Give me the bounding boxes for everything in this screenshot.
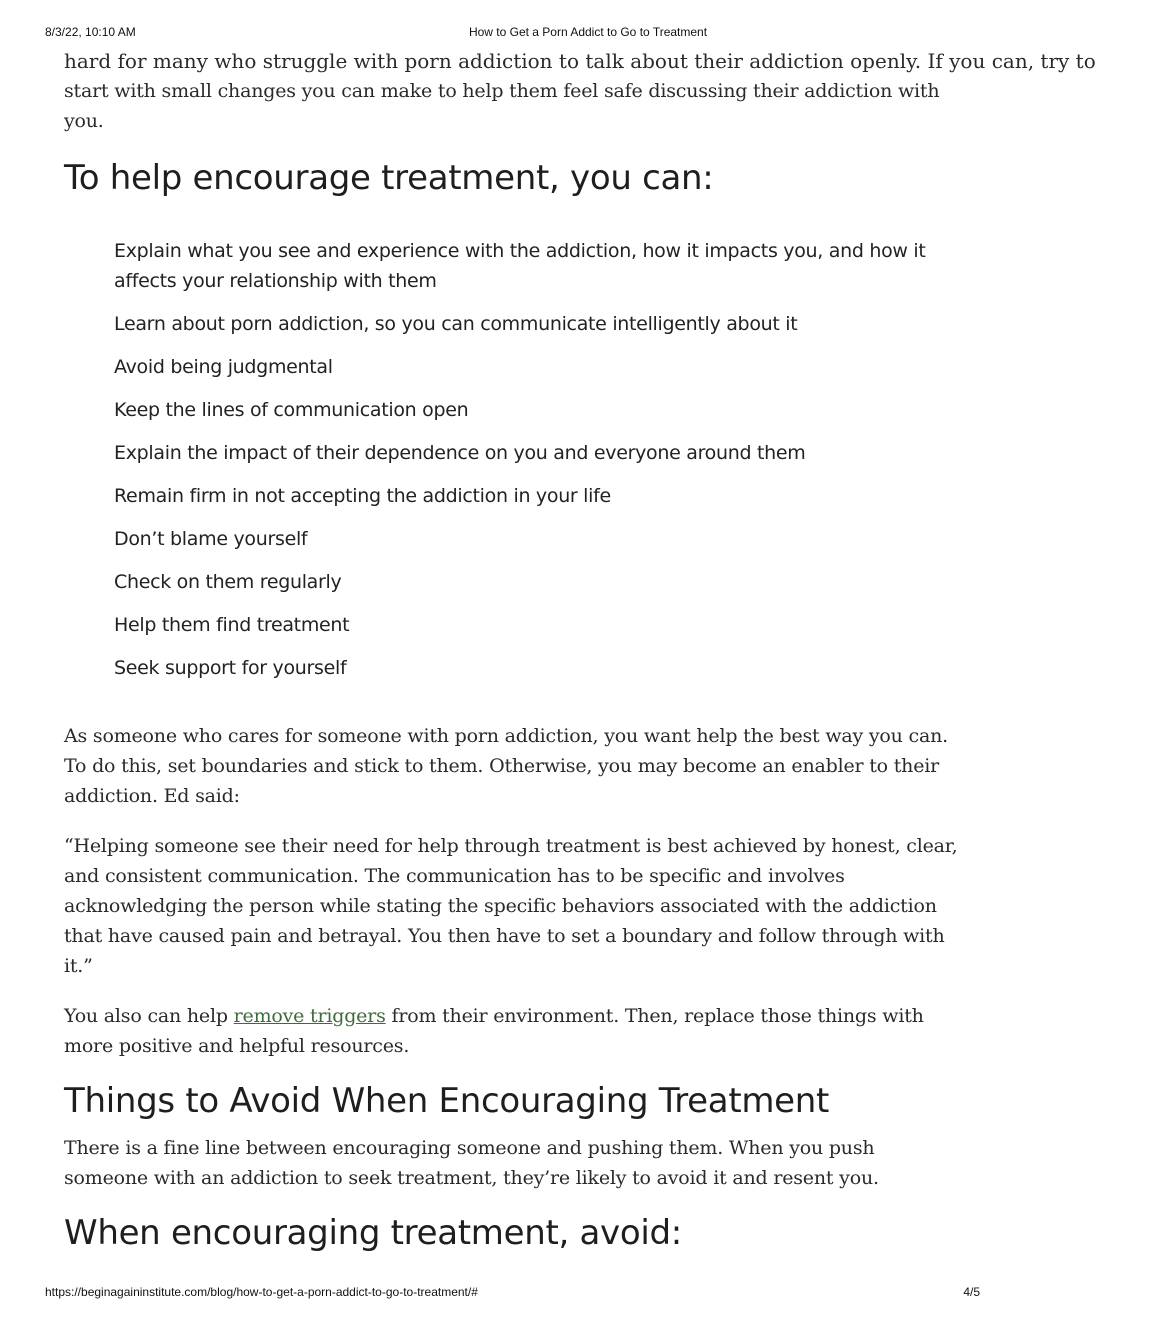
list-item: Check on them regularly <box>114 571 342 593</box>
article-content <box>64 49 1096 1255</box>
section-heading-when-encouraging: When encouraging treatment, avoid: <box>64 1213 682 1253</box>
triggers-paragraph <box>64 1001 964 1061</box>
list-item: Explain the impact of their dependence on you and everyone around them <box>114 442 806 464</box>
list-item: Explain what you see and experience with the addiction, how it impacts you, and how it affects your relationship with them <box>114 240 926 292</box>
print-url: https://beginagaininstitute.com/blog/how-to-get-a-porn-addict-to-go-to-treatment/# <box>45 1285 478 1299</box>
print-datetime: 8/3/22, 10:10 AM <box>45 25 136 39</box>
clipped-line-text: hard for many who struggle with porn addiction to talk about their addiction openly. If you can, try to <box>64 49 1096 73</box>
ed-quote: “Helping someone see their need for help through treatment is best achieved by honest, clear, and consistent communication. The communication has to be specific and involves acknowledging the person while stating the specific behaviors associated with the addiction that have caused pain and betrayal. You then have to set a boundary and follow through with it.” <box>64 835 958 977</box>
print-page-title: How to Get a Porn Addict to Go to Treatment <box>468 25 708 39</box>
print-footer <box>0 1285 1024 1301</box>
boundaries-paragraph: As someone who cares for someone with porn addiction, you want help the best way you can. To do this, set boundaries and stick to them. Otherwise, you may become an enabler to their addiction. Ed said: <box>64 725 948 807</box>
intro-paragraph-tail: start with small changes you can make to help them feel safe discussing their addiction with you. <box>64 80 940 132</box>
encourage-list <box>64 236 964 683</box>
clipped-text-line <box>64 49 1096 76</box>
list-item: Remain firm in not accepting the addiction in your life <box>114 485 611 507</box>
remove-triggers-link[interactable]: remove triggers <box>233 1005 386 1027</box>
list-item: Learn about porn addiction, so you can communicate intelligently about it <box>114 313 798 335</box>
list-item: Don’t blame yourself <box>114 528 308 550</box>
list-item: Avoid being judgmental <box>114 356 333 378</box>
triggers-text-after: from their environment. Then, replace those things with more positive and helpful resources. <box>64 1005 924 1057</box>
section-heading-encourage: To help encourage treatment, you can: <box>64 158 714 198</box>
print-header <box>0 25 1024 41</box>
print-page-number: 4/5 <box>963 1285 980 1299</box>
list-item: Keep the lines of communication open <box>114 399 469 421</box>
list-item: Seek support for yourself <box>114 657 347 679</box>
avoid-intro-paragraph: There is a fine line between encouraging someone and pushing them. When you push someone with an addiction to seek treatment, they’re likely to avoid it and resent you. <box>64 1137 879 1189</box>
triggers-text-before: You also can help <box>64 1005 234 1027</box>
section-heading-avoid: Things to Avoid When Encouraging Treatment <box>64 1081 830 1121</box>
list-item: Help them find treatment <box>114 614 350 636</box>
